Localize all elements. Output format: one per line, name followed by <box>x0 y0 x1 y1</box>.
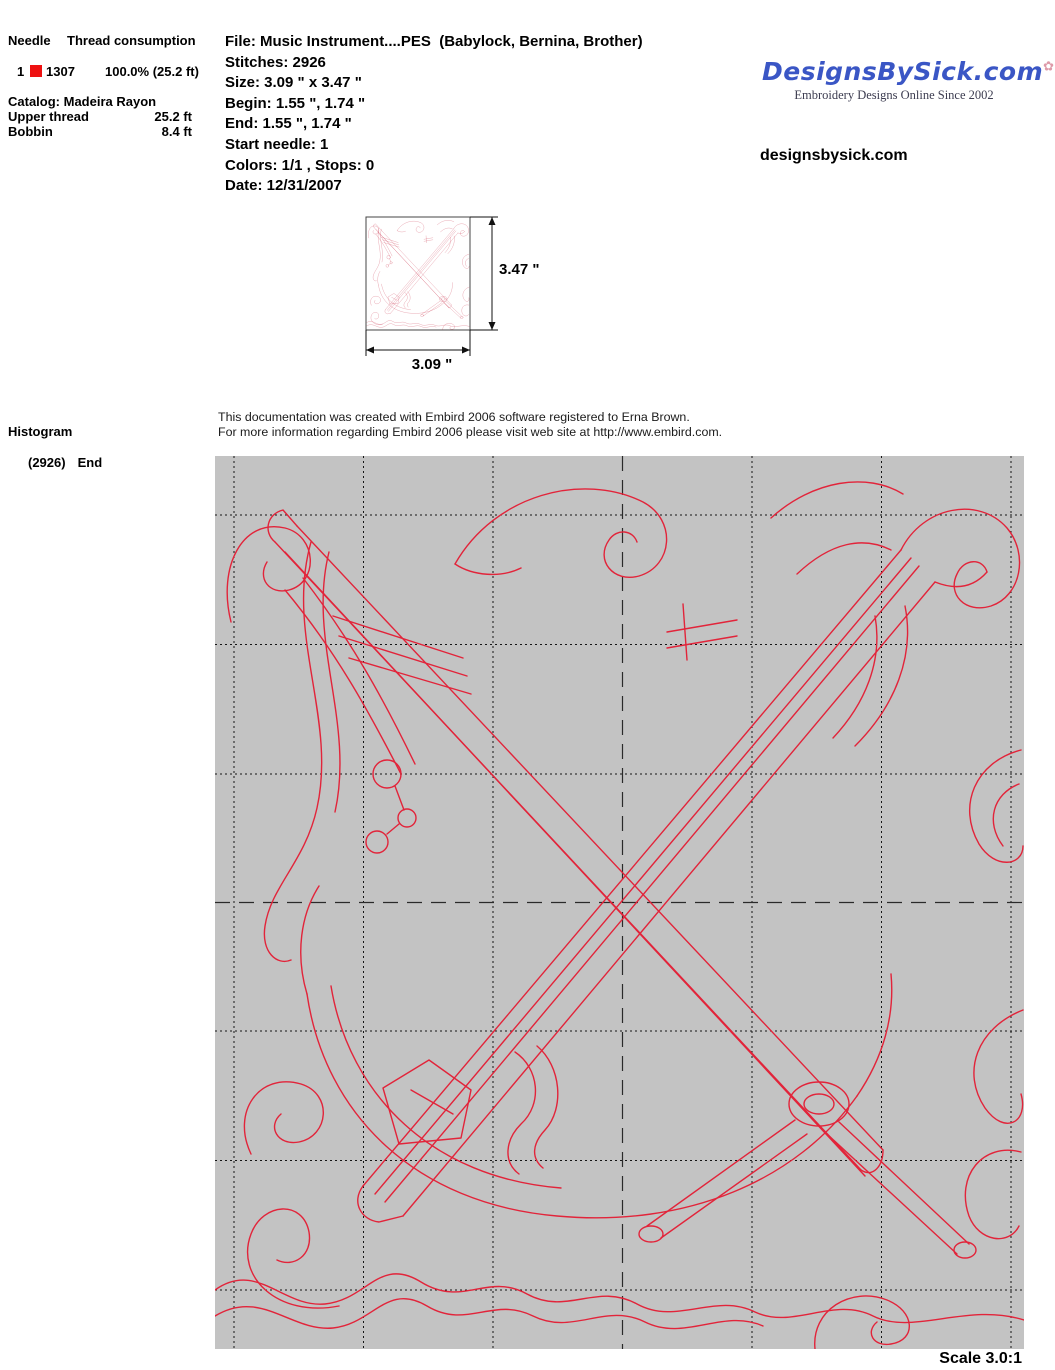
thread-consumption-column-header: Thread consumption <box>67 33 196 48</box>
start-needle-line: Start needle: 1 <box>225 135 329 153</box>
size-line: Size: 3.09 " x 3.47 " <box>225 74 362 92</box>
histogram-title: Histogram <box>8 424 73 439</box>
needle-number: 1 <box>17 64 25 79</box>
bobbin-label: Bobbin <box>8 124 53 139</box>
height-dimension-label: 3.47 " <box>499 261 540 278</box>
bobbin-value: 8.4 ft <box>161 124 192 139</box>
thumbnail-border <box>366 217 470 330</box>
thread-catalog: Catalog: Madeira Rayon <box>8 94 157 109</box>
date-line: Date: 12/31/2007 <box>225 177 342 195</box>
thread-code: 1307 <box>46 64 75 79</box>
needle-column-header: Needle <box>8 33 51 48</box>
histogram-end-label: End <box>77 455 103 470</box>
file-info-block <box>225 32 643 197</box>
thread-usage: 100.0% (25.2 ft) <box>105 64 199 79</box>
histogram-stitch-count: (2926) <box>28 455 66 470</box>
logo-tagline: Embroidery Designs Online Since 2002 <box>794 88 994 102</box>
doc-note-line2: For more information regarding Embird 2006 please visit web site at http://www.embird.com. <box>218 424 723 439</box>
designsbysick-logo <box>762 57 1055 86</box>
histogram-entry <box>28 455 102 470</box>
documentation-note <box>218 410 722 439</box>
width-dimension-label: 3.09 " <box>411 356 453 373</box>
design-canvas-svg <box>215 456 1024 1349</box>
logo-text: DesignsBySick.com <box>762 57 1044 86</box>
design-canvas <box>215 456 1024 1349</box>
begin-line: Begin: 1.55 ", 1.74 " <box>225 94 366 112</box>
stitches-line: Stitches: 2926 <box>225 53 326 71</box>
doc-note-line1: This documentation was created with Embird 2006 software registered to Erna Brown. <box>218 410 690 424</box>
file-name-line: File: Music Instrument....PES (Babylock, Bernina, Brother) <box>225 33 643 50</box>
embroidery-design-drawing <box>215 482 1024 1349</box>
colors-stops-line: Colors: 1/1 , Stops: 0 <box>225 156 375 174</box>
grid-overlay <box>215 456 1024 1349</box>
scale-label: Scale 3.0:1 <box>939 1350 1022 1367</box>
thread-color-swatch <box>30 65 42 77</box>
website-text: designsbysick.com <box>760 147 908 164</box>
flower-icon: ✿ <box>1043 59 1055 75</box>
upper-thread-value: 25.2 ft <box>154 109 192 124</box>
end-line: End: 1.55 ", 1.74 " <box>225 115 352 133</box>
upper-thread-label: Upper thread <box>8 109 89 124</box>
